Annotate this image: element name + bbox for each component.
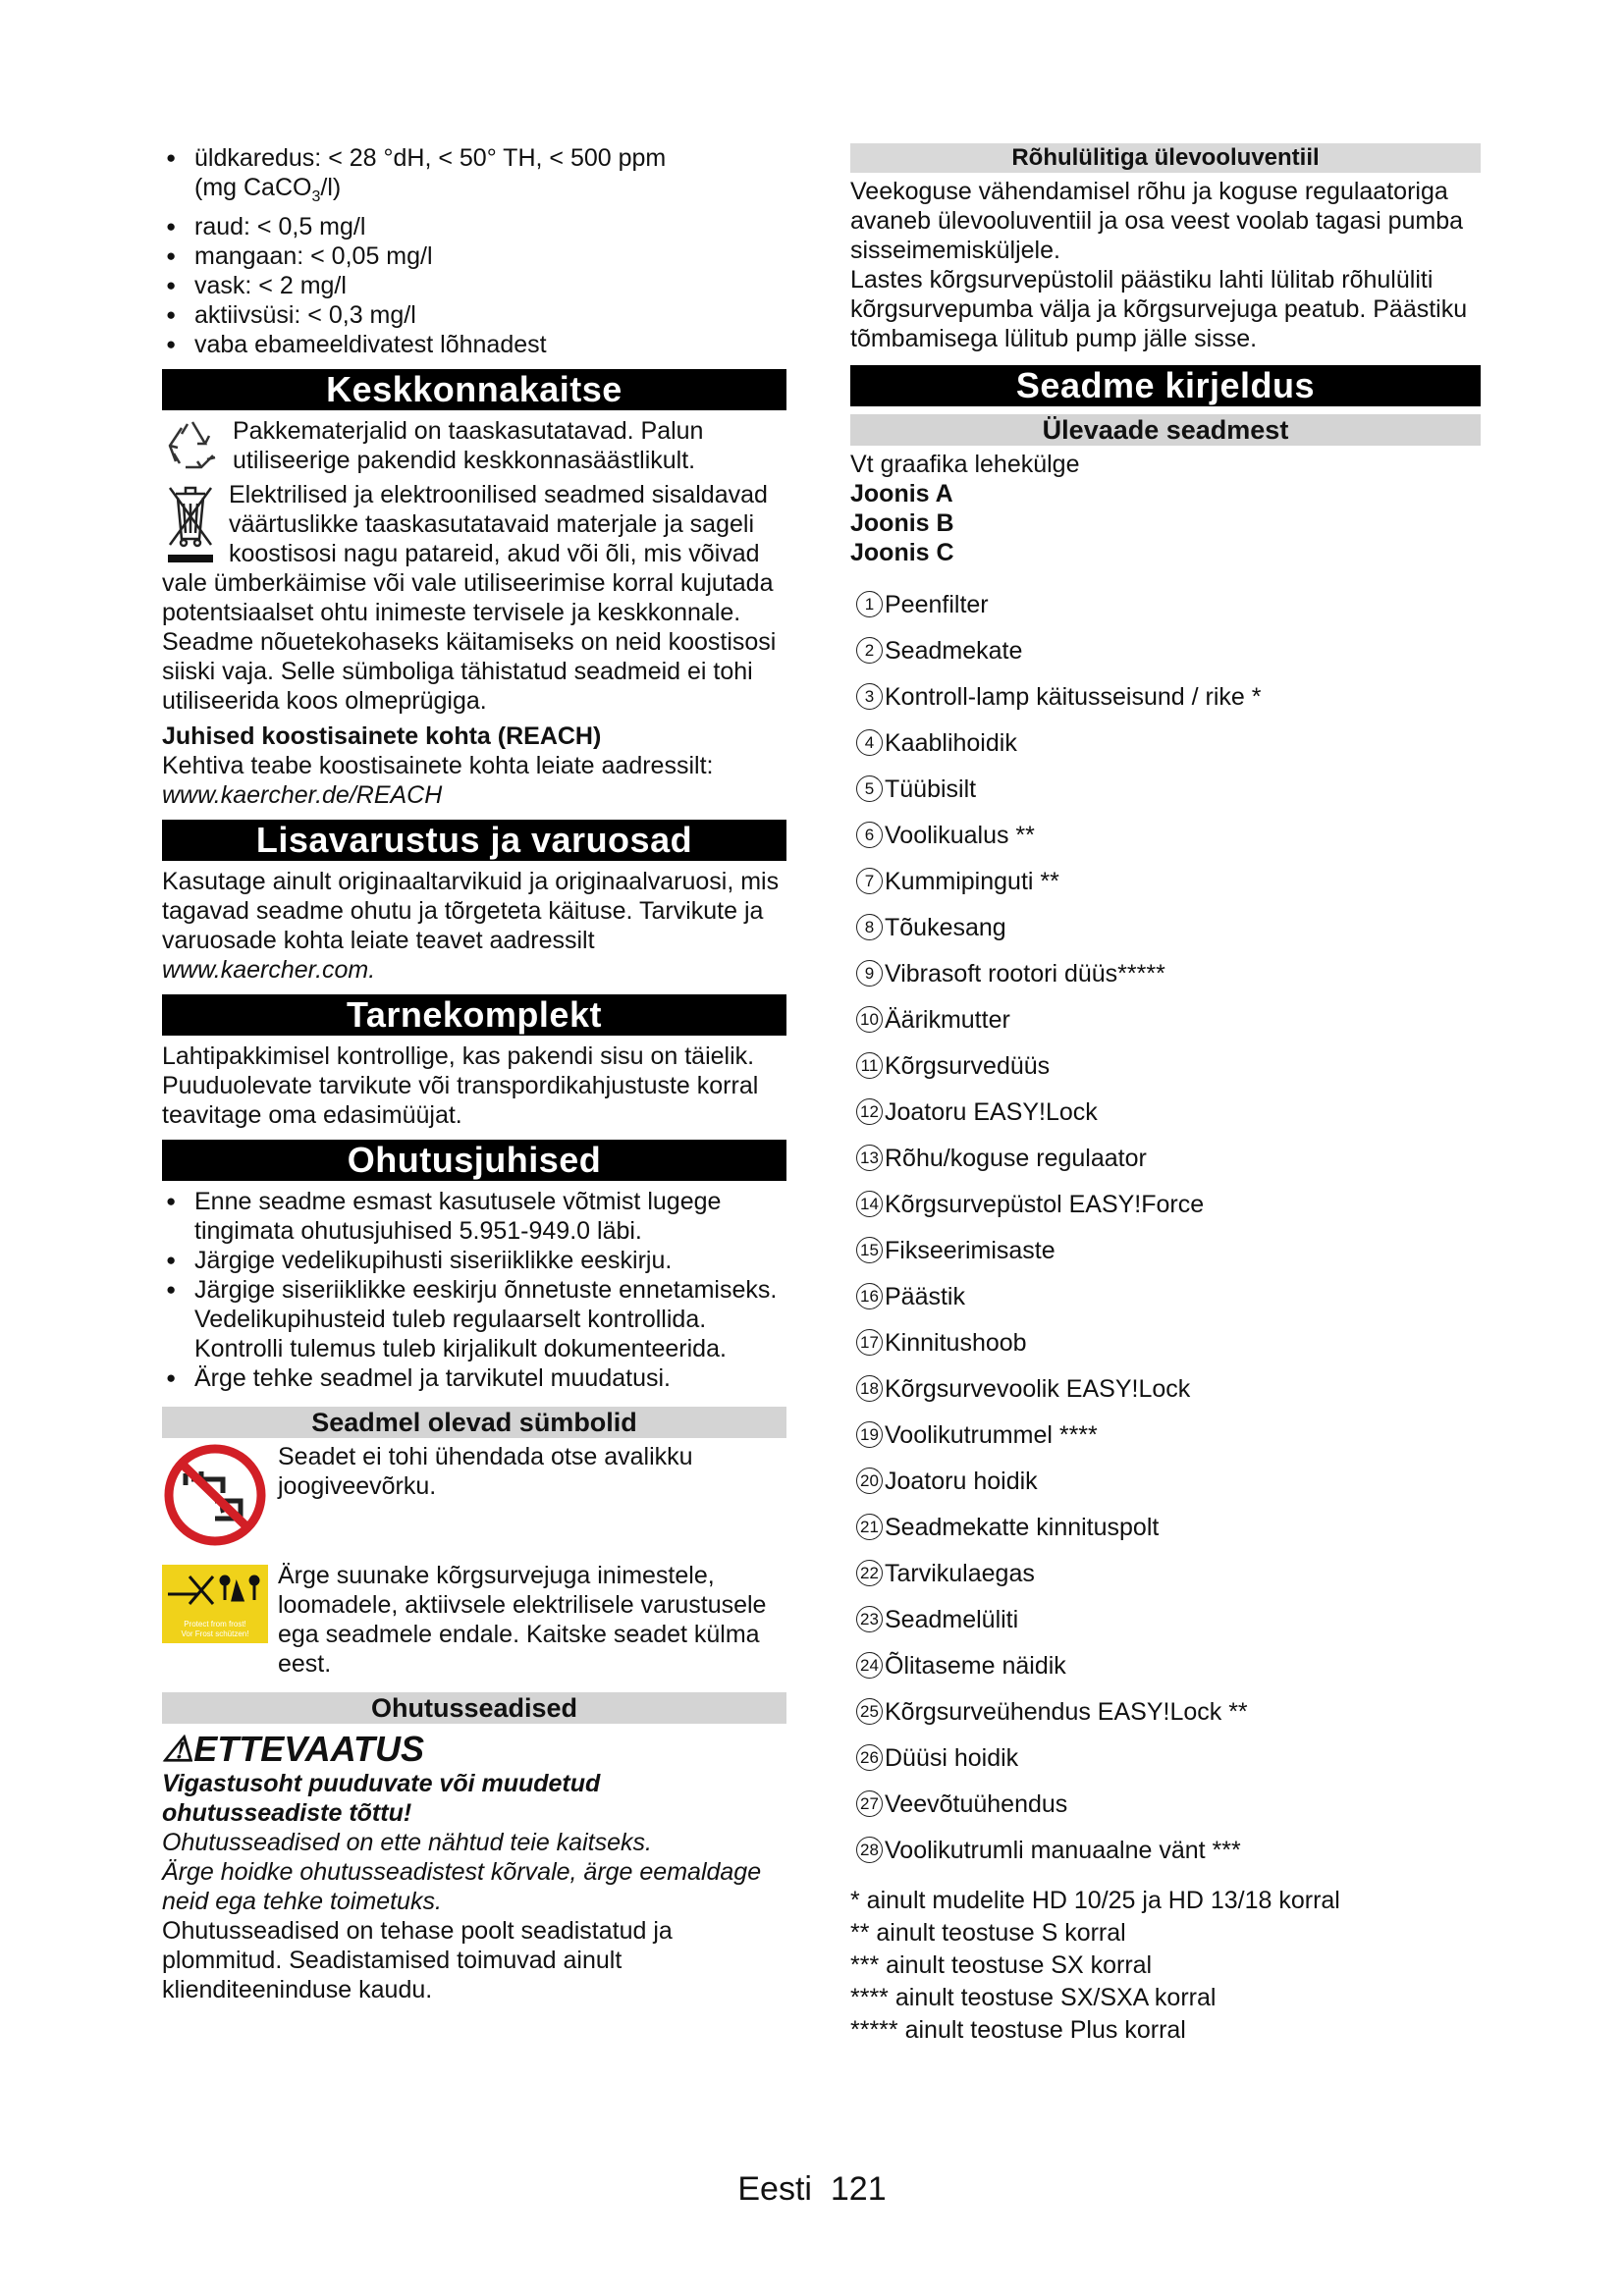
part-number: 11 xyxy=(856,1052,883,1079)
list-item: ● vaba ebameeldivatest lõhnadest xyxy=(162,330,786,359)
accessories-text: Kasutage ainult originaaltarvikuid ja originaalvaruosi, mis tagavad seadme ohutu ja tõrgeteta käituse. Tarvikute ja varuosade kohta leiate teavet aadressilt xyxy=(162,868,780,954)
recycling-row xyxy=(162,416,786,480)
figure-a: Joonis A xyxy=(850,480,953,507)
part-number: 10 xyxy=(856,1006,883,1033)
figure-c: Joonis C xyxy=(850,539,954,566)
bullet-text: üldkaredus: < 28 °dH, < 50° TH, < 500 ppm xyxy=(194,144,667,172)
part-number: 27 xyxy=(856,1790,883,1817)
list-item: ● Ärge tehke seadmel ja tarvikutel muudatusi. xyxy=(162,1363,786,1393)
part-item xyxy=(856,904,1481,950)
valve-text-1: Veekoguse vähendamisel rõhu ja koguse regulaatoriga avaneb ülevooluventiil ja osa veest voolab tagasi pumba sisseimemisküljele. xyxy=(850,178,1464,264)
part-item xyxy=(856,1135,1481,1181)
reach-text: Kehtiva teabe koostisainete kohta leiate aadressilt: xyxy=(162,752,714,779)
water-quality-list xyxy=(162,143,786,359)
part-item xyxy=(856,1319,1481,1365)
part-number: 3 xyxy=(856,683,883,710)
part-item xyxy=(856,1688,1481,1735)
part-label: Vibrasoft rootori düüs***** xyxy=(885,959,1165,988)
part-number: 8 xyxy=(856,914,883,940)
recycling-icon xyxy=(162,416,223,480)
part-label: Seadmelüliti xyxy=(885,1605,1019,1633)
part-label: Voolikutrumli manuaalne vänt *** xyxy=(885,1836,1241,1864)
caco3-end: /l) xyxy=(320,174,342,201)
accessories-link[interactable]: www.kaercher.com. xyxy=(162,956,376,984)
safety-list xyxy=(162,1187,786,1393)
part-item xyxy=(856,1181,1481,1227)
part-item xyxy=(856,766,1481,812)
part-item xyxy=(856,812,1481,858)
part-number: 17 xyxy=(856,1329,883,1356)
section-title-safety: Ohutusjuhised xyxy=(162,1140,786,1181)
figure-b: Joonis B xyxy=(850,509,954,537)
part-label: Seadmekatte kinnituspolt xyxy=(885,1513,1160,1541)
part-number: 2 xyxy=(856,637,883,664)
left-column xyxy=(162,143,786,2004)
part-number: 5 xyxy=(856,775,883,802)
part-item xyxy=(856,1827,1481,1873)
section-title-valve: Rõhulülitiga ülevooluventiil xyxy=(850,143,1481,173)
part-label: Düüsi hoidik xyxy=(885,1743,1019,1772)
symbol-jet-text: Ärge suunake kõrgsurvejuga inimestele, loomadele, aktiivsele elektrilisele varustusele ega seadmele endale. Kaitske seadet külma eest. xyxy=(278,1562,767,1678)
section-title-description: Seadme kirjeldus xyxy=(850,365,1481,406)
part-label: Kõrgsurvedüüs xyxy=(885,1051,1051,1080)
delivery-text: Lahtipakkimisel kontrollige, kas pakendi sisu on täielik. Puuduolevate tarvikute või transpordikahjustuste korral teavitage oma edasimüüjat. xyxy=(162,1042,759,1129)
part-number: 16 xyxy=(856,1283,883,1309)
part-item xyxy=(856,581,1481,627)
part-number: 20 xyxy=(856,1468,883,1494)
page-number: 121 xyxy=(830,2170,887,2208)
part-item xyxy=(856,1550,1481,1596)
part-label: Õlitaseme näidik xyxy=(885,1651,1066,1680)
part-label: Äärikmutter xyxy=(885,1005,1010,1034)
part-item xyxy=(856,1365,1481,1412)
part-number: 14 xyxy=(856,1191,883,1217)
part-item xyxy=(856,1042,1481,1089)
part-item xyxy=(856,1596,1481,1642)
part-label: Tüübisilt xyxy=(885,774,977,803)
list-item xyxy=(162,143,786,212)
part-item xyxy=(856,950,1481,996)
part-item xyxy=(856,1781,1481,1827)
symbol-water-text: Seadet ei tohi ühendada otse avalikku joogiveevõrku. xyxy=(278,1443,693,1500)
part-label: Kõrgsurvepüstol EASY!Force xyxy=(885,1190,1205,1218)
part-number: 6 xyxy=(856,822,883,848)
footer-language: Eesti xyxy=(737,2170,812,2208)
warning-triangle-icon: ⚠ xyxy=(162,1729,194,1769)
part-label: Kaablihoidik xyxy=(885,728,1017,757)
part-label: Kõrgsurveühendus EASY!Lock ** xyxy=(885,1697,1248,1726)
part-number: 24 xyxy=(856,1652,883,1679)
part-item xyxy=(856,1642,1481,1688)
valve-text-2: Lastes kõrgsurvepüstolil päästiku lahti lülitab rõhulüliti kõrgsurvepumba välja ja kõrgsurvejuga peatub. Päästiku tõmbamisega lülitub pump jälle sisse. xyxy=(850,266,1468,352)
part-number: 13 xyxy=(856,1145,883,1171)
part-label: Tarvikulaegas xyxy=(885,1559,1035,1587)
list-item: ● aktiivsüsi: < 0,3 mg/l xyxy=(162,300,786,330)
footnote: *** ainult teostuse SX korral xyxy=(850,1951,1153,1979)
footnote: * ainult mudelite HD 10/25 ja HD 13/18 korral xyxy=(850,1887,1340,1914)
frost-label-1: Protect from frost! xyxy=(184,1620,246,1629)
section-title-accessories: Lisavarustus ja varuosad xyxy=(162,820,786,861)
caco3-note xyxy=(194,174,342,205)
reach-title: Juhised koostisainete kohta (REACH) xyxy=(162,722,602,750)
part-number: 18 xyxy=(856,1375,883,1402)
part-number: 26 xyxy=(856,1744,883,1771)
part-label: Kummipinguti ** xyxy=(885,867,1059,895)
warning-line-1: Ohutusseadised on ette nähtud teie kaitseks. xyxy=(162,1829,652,1856)
list-item: ● Järgige vedelikupihusti siseriiklikke eeskirju. xyxy=(162,1246,786,1275)
part-item xyxy=(856,627,1481,673)
symbol-row-jet xyxy=(162,1561,786,1679)
weee-block xyxy=(162,480,786,716)
warning-title: ETTEVAATUS xyxy=(193,1729,424,1769)
part-label: Kontroll-lamp käitusseisund / rike * xyxy=(885,682,1262,711)
env-weee-text: Elektrilised ja elektroonilised seadmed sisaldavad väärtuslikke taaskasutatavaid materjale ja sageli koostisosi nagu patareid, akud või õli, mis võivad vale ümberkäimise või vale utiliseerimise korral kujutada potentsiaalset ohtu inimeste tervisele ja keskkonnale. Seadme nõuetekohaseks käitamiseks on neid koostisosi siiski vaja. Selle sümboliga tähistatud seadmeid ei tohi utiliseerida koos olmeprügiga. xyxy=(162,481,777,715)
warning-line-2: Ärge hoidke ohutusseadistest kõrvale, ärge eemaldage neid ega tehke toimetuks. xyxy=(162,1858,762,1915)
graphics-ref: Vt graafika lehekülge xyxy=(850,451,1080,478)
part-item xyxy=(856,1458,1481,1504)
part-label: Voolikutrummel **** xyxy=(885,1420,1098,1449)
part-label: Peenfilter xyxy=(885,590,989,618)
part-item xyxy=(856,1504,1481,1550)
part-number: 12 xyxy=(856,1098,883,1125)
section-title-delivery: Tarnekomplekt xyxy=(162,994,786,1036)
part-number: 19 xyxy=(856,1421,883,1448)
section-title-symbols: Seadmel olevad sümbolid xyxy=(162,1407,786,1438)
list-item: ● vask: < 2 mg/l xyxy=(162,271,786,300)
warning-subtitle: Vigastusoht puuduvate või muudetud ohutusseadiste tõttu! xyxy=(162,1770,601,1827)
part-number: 21 xyxy=(856,1514,883,1540)
env-packaging-text: Pakkematerjalid on taaskasutatavad. Palun utiliseerige pakendid keskkonnasäästlikult. xyxy=(233,417,704,474)
footnote: **** ainult teostuse SX/SXA korral xyxy=(850,1984,1217,2011)
part-label: Kõrgsurvevoolik EASY!Lock xyxy=(885,1374,1191,1403)
part-label: Fikseerimisaste xyxy=(885,1236,1056,1264)
part-item xyxy=(856,673,1481,720)
part-number: 25 xyxy=(856,1698,883,1725)
footnote: ***** ainult teostuse Plus korral xyxy=(850,2016,1186,2044)
part-item xyxy=(856,996,1481,1042)
part-number: 4 xyxy=(856,729,883,756)
part-item xyxy=(856,720,1481,766)
part-number: 7 xyxy=(856,868,883,894)
part-label: Veevõtuühendus xyxy=(885,1789,1068,1818)
part-number: 15 xyxy=(856,1237,883,1263)
devices-text: Ohutusseadised on tehase poolt seadistatud ja plommitud. Seadistamised toimuvad ainult klienditeeninduse kaudu. xyxy=(162,1917,673,2003)
symbol-row-water xyxy=(162,1442,786,1555)
section-subtitle-overview: Ülevaade seadmest xyxy=(850,414,1481,446)
list-item: ● Enne seadme esmast kasutusele võtmist lugege tingimata ohutusjuhised 5.951-949.0 läbi. xyxy=(162,1187,786,1246)
section-title-environment: Keskkonnakaitse xyxy=(162,369,786,410)
part-label: Rõhu/koguse regulaator xyxy=(885,1144,1147,1172)
list-item: ● Järgige siseriiklikke eeskirju õnnetuste ennetamiseks. Vedelikupihusteid tuleb regulaarselt kontrollida. Kontrolli tulemus tuleb kirjalikult dokumenteerida. xyxy=(162,1275,786,1363)
part-item xyxy=(856,1227,1481,1273)
part-number: 1 xyxy=(856,591,883,617)
list-item: ● raud: < 0,5 mg/l xyxy=(162,212,786,241)
part-label: Kinnitushoob xyxy=(885,1328,1027,1357)
part-item xyxy=(856,1273,1481,1319)
section-title-devices: Ohutusseadised xyxy=(162,1692,786,1724)
part-label: Voolikualus ** xyxy=(885,821,1035,849)
footnotes xyxy=(850,1885,1481,2047)
warning-heading xyxy=(162,1730,786,1769)
reach-link[interactable]: www.kaercher.de/REACH xyxy=(162,781,443,809)
right-column xyxy=(850,143,1481,2047)
part-item xyxy=(856,858,1481,904)
part-item xyxy=(856,1412,1481,1458)
part-number: 23 xyxy=(856,1606,883,1632)
frost-label-2: Vor Frost schützen! xyxy=(181,1629,249,1638)
caco3-text: (mg CaCO xyxy=(194,174,312,201)
weee-icon xyxy=(162,480,219,568)
page-footer xyxy=(0,2169,1624,2209)
part-number: 22 xyxy=(856,1560,883,1586)
part-label: Päästik xyxy=(885,1282,965,1310)
part-number: 28 xyxy=(856,1837,883,1863)
part-label: Joatoru hoidik xyxy=(885,1467,1038,1495)
list-item: ● mangaan: < 0,05 mg/l xyxy=(162,241,786,271)
part-item xyxy=(856,1735,1481,1781)
part-label: Joatoru EASY!Lock xyxy=(885,1097,1098,1126)
no-drinking-water-icon xyxy=(162,1442,268,1555)
jet-warning-icon xyxy=(162,1565,268,1643)
part-label: Tõukesang xyxy=(885,913,1006,941)
part-label: Seadmekate xyxy=(885,636,1023,665)
footnote: ** ainult teostuse S korral xyxy=(850,1919,1126,1947)
part-number: 9 xyxy=(856,960,883,987)
part-item xyxy=(856,1089,1481,1135)
caco3-sub: 3 xyxy=(311,188,321,205)
parts-list xyxy=(850,581,1481,1873)
